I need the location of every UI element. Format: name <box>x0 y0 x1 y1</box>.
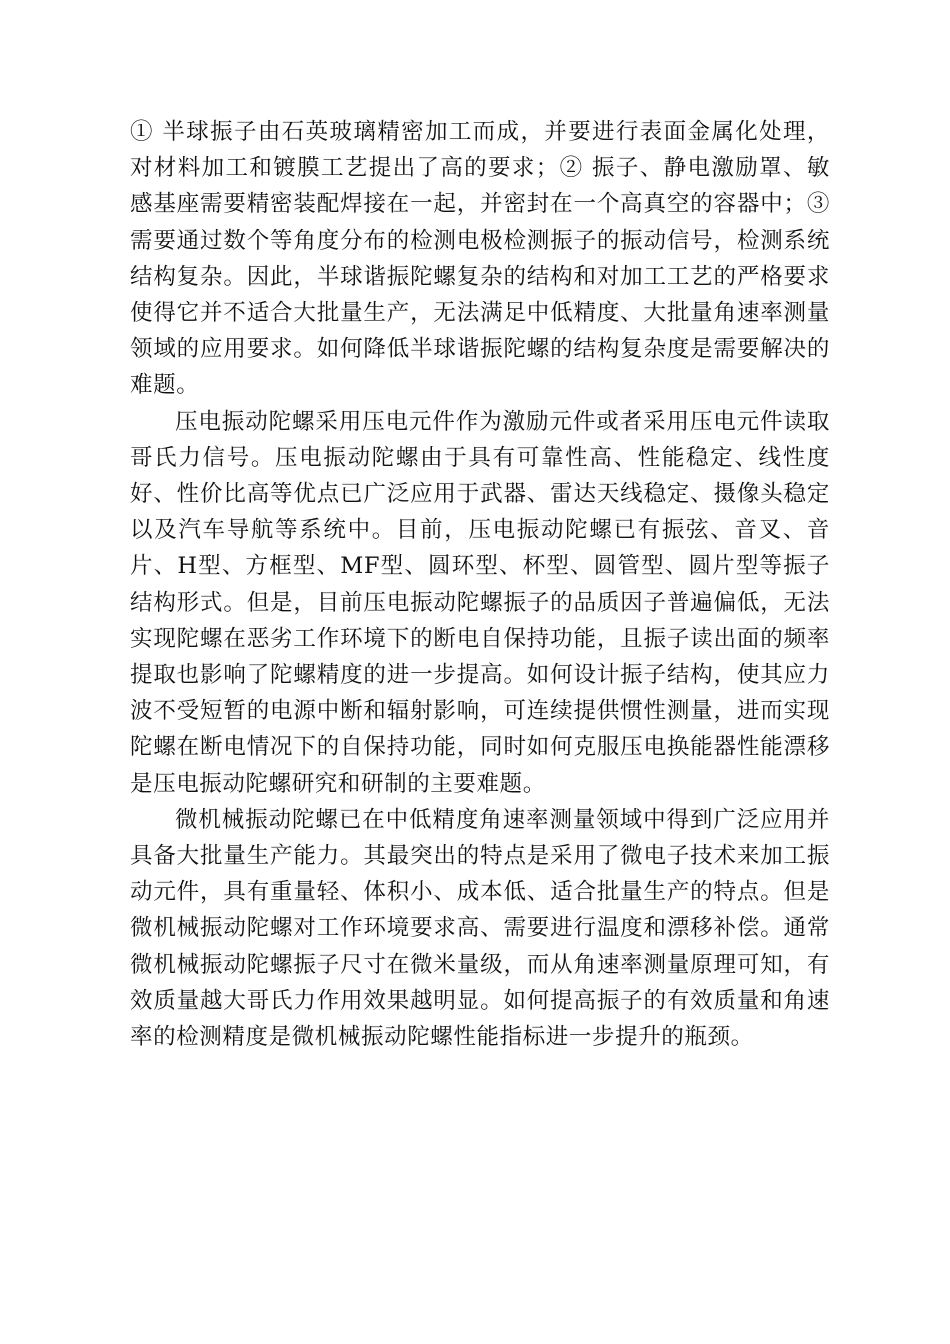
paragraph-mems-gyro: 微机械振动陀螺已在中低精度角速率测量领域中得到广泛应用并具备大批量生产能力。其最突出的特点是采用了微电子技术来加工振动元件，具有重量轻、体积小、成本低、适合批量生产的特点。但是微机械振动陀螺对工作环境要求高、需要进行温度和漂移补偿。通常微机械振动陀螺振子尺寸在微米量级，而从角速率测量原理可知，有效质量越大哥氏力作用效果越明显。如何提高振子的有效质量和角速率的检测精度是微机械振动陀螺性能指标进一步提升的瓶颈。 <box>130 806 830 1051</box>
paragraph-piezoelectric-gyro: 压电振动陀螺采用压电元件作为激励元件或者采用压电元件读取哥氏力信号。压电振动陀螺由于具有可靠性高、性能稳定、线性度好、性价比高等优点已广泛应用于武器、雷达天线稳定、摄像头稳定以及汽车导航等系统中。目前，压电振动陀螺已有振弦、音叉、音片、H型、方框型、MF型、圆环型、杯型、圆管型、圆片型等振子结构形式。但是，目前压电振动陀螺振子的品质因子普遍偏低，无法实现陀螺在恶劣工作环境下的断电自保持功能，且振子读出面的频率提取也影响了陀螺精度的进一步提高。如何设计振子结构，使其应力波不受短暂的电源中断和辐射影响，可连续提供惯性测量，进而实现陀螺在断电情况下的自保持功能，同时如何克服压电换能器性能漂移是压电振动陀螺研究和研制的主要难题。 <box>130 408 830 797</box>
paragraph-hemispherical-resonator: ① 半球振子由石英玻璃精密加工而成，并要进行表面金属化处理，对材料加工和镀膜工艺提出了高的要求；② 振子、静电激励罩、敏感基座需要精密装配焊接在一起，并密封在一个高真空的容器中；③需要通过数个等角度分布的检测电极检测振子的振动信号，检测系统结构复杂。因此，半球谐振陀螺复杂的结构和对加工工艺的严格要求使得它并不适合大批量生产，无法满足中低精度、大批量角速率测量领域的应用要求。如何降低半球谐振陀螺的结构复杂度是需要解决的难题。 <box>130 119 830 399</box>
document-body <box>130 114 830 1055</box>
